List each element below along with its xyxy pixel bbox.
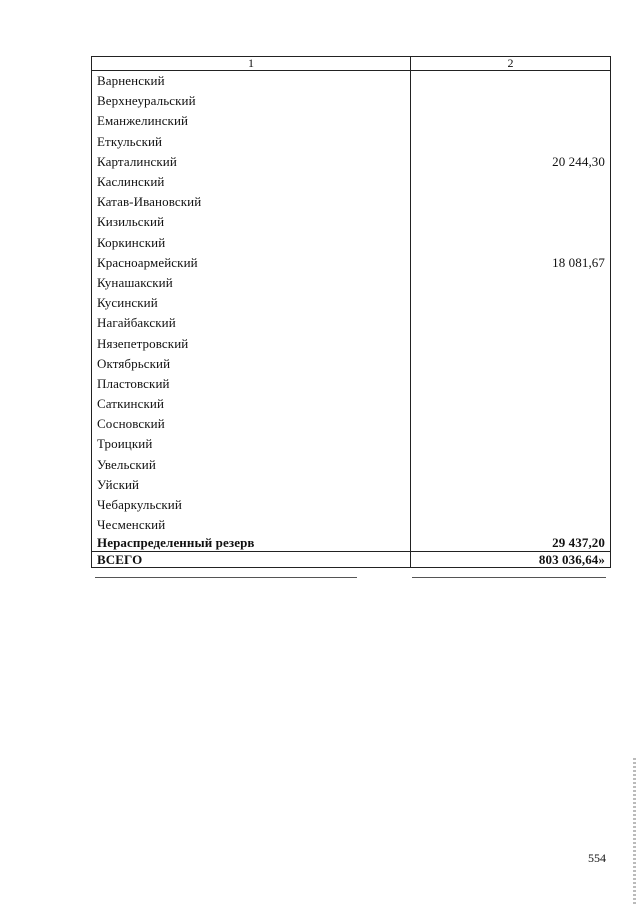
district-amount	[411, 273, 611, 293]
table-row	[92, 212, 611, 232]
reserve-row	[92, 535, 611, 552]
district-amount	[411, 111, 611, 131]
table-row	[92, 253, 611, 273]
table-row	[92, 495, 611, 515]
allocation-table	[91, 56, 611, 568]
table-row	[92, 333, 611, 353]
district-amount	[411, 354, 611, 374]
district-name: Варненский	[92, 71, 411, 92]
total-label: ВСЕГО	[92, 552, 411, 568]
district-amount	[411, 475, 611, 495]
district-name: Чесменский	[92, 515, 411, 535]
district-name: Пластовский	[92, 374, 411, 394]
district-name: Каслинский	[92, 172, 411, 192]
district-name: Нагайбакский	[92, 313, 411, 333]
district-name: Октябрьский	[92, 354, 411, 374]
district-name: Троицкий	[92, 434, 411, 454]
table-row	[92, 313, 611, 333]
table-row	[92, 233, 611, 253]
district-amount	[411, 192, 611, 212]
district-amount	[411, 495, 611, 515]
table-row	[92, 152, 611, 172]
district-name: Катав-Ивановский	[92, 192, 411, 212]
district-name: Кизильский	[92, 212, 411, 232]
table-row	[92, 354, 611, 374]
district-name: Еманжелинский	[92, 111, 411, 131]
table-row	[92, 273, 611, 293]
table-body	[92, 71, 611, 536]
district-amount	[411, 455, 611, 475]
table-row	[92, 515, 611, 535]
total-row	[92, 552, 611, 568]
district-amount	[411, 394, 611, 414]
district-name: Увельский	[92, 455, 411, 475]
reserve-label: Нераспределенный резерв	[92, 535, 411, 552]
table-row	[92, 374, 611, 394]
table-row	[92, 132, 611, 152]
district-amount: 20 244,30	[411, 152, 611, 172]
district-name: Сосновский	[92, 414, 411, 434]
district-amount	[411, 132, 611, 152]
district-amount	[411, 91, 611, 111]
district-name: Кунашакский	[92, 273, 411, 293]
table-row	[92, 434, 611, 454]
district-name: Красноармейский	[92, 253, 411, 273]
underline-rule-right	[412, 577, 606, 578]
table-row	[92, 192, 611, 212]
page-number: 554	[588, 851, 606, 865]
table-row	[92, 111, 611, 131]
district-name: Верхнеуральский	[92, 91, 411, 111]
district-name: Карталинский	[92, 152, 411, 172]
district-amount	[411, 71, 611, 92]
table-row	[92, 475, 611, 495]
district-amount	[411, 374, 611, 394]
district-amount	[411, 313, 611, 333]
table-header-row	[92, 57, 611, 71]
district-amount	[411, 293, 611, 313]
scan-edge-artifact	[633, 758, 636, 905]
total-amount: 803 036,64»	[411, 552, 611, 568]
district-name: Уйский	[92, 475, 411, 495]
table-row	[92, 414, 611, 434]
district-amount	[411, 414, 611, 434]
district-name: Еткульский	[92, 132, 411, 152]
table-row	[92, 293, 611, 313]
underline-rule-left	[95, 577, 357, 578]
district-name: Кусинский	[92, 293, 411, 313]
district-amount	[411, 515, 611, 535]
table-row	[92, 455, 611, 475]
district-name: Коркинский	[92, 233, 411, 253]
district-amount	[411, 434, 611, 454]
district-name: Саткинский	[92, 394, 411, 414]
district-amount	[411, 233, 611, 253]
district-name: Нязепетровский	[92, 333, 411, 353]
table-row	[92, 172, 611, 192]
table-row	[92, 91, 611, 111]
district-amount	[411, 212, 611, 232]
column-header-2: 2	[411, 57, 611, 71]
district-amount	[411, 172, 611, 192]
reserve-amount: 29 437,20	[411, 535, 611, 552]
district-amount	[411, 333, 611, 353]
district-name: Чебаркульский	[92, 495, 411, 515]
column-header-1: 1	[92, 57, 411, 71]
district-amount: 18 081,67	[411, 253, 611, 273]
table-row	[92, 71, 611, 92]
table-row	[92, 394, 611, 414]
